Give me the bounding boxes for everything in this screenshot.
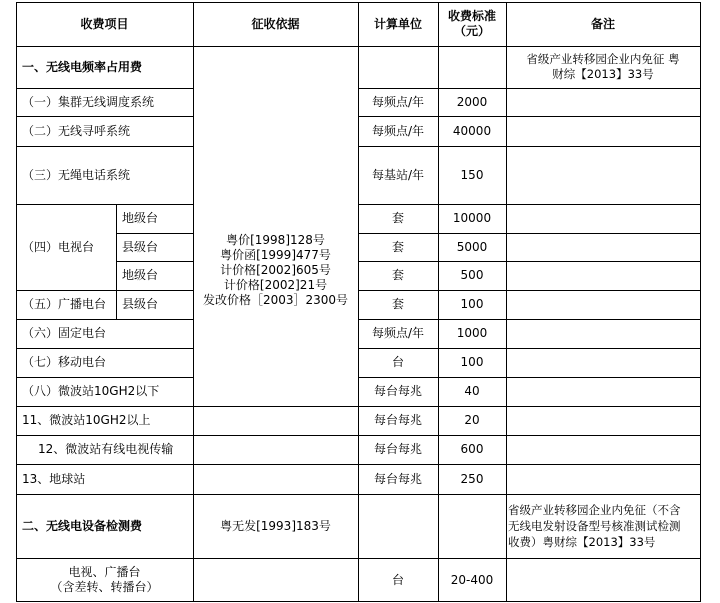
group-label-radio: （五）广播电台 [22, 297, 107, 311]
grid-line [16, 88, 193, 89]
header-item: 收费项目 [80, 16, 129, 31]
grid-line [438, 2, 439, 602]
row-unit: 每基站/年 [371, 167, 425, 182]
row-item: 13、地球站 [22, 471, 86, 486]
row-item: （二）无线寻呼系统 [22, 123, 131, 138]
grid-line [16, 435, 701, 436]
grid-line [16, 464, 701, 465]
last-row-item [16, 558, 193, 602]
row-unit: 套 [391, 268, 404, 282]
basis-line: 计价格[2002]605号 [220, 262, 331, 277]
row-unit: 套 [391, 211, 404, 225]
grid-line [116, 233, 193, 234]
row-item: （一）集群无线调度系统 [22, 94, 155, 109]
basis-line: 粤价[1998]128号 [226, 232, 325, 247]
row-unit: 每频点/年 [371, 94, 425, 109]
last-row-unit: 台 [391, 572, 404, 587]
grid-line [358, 88, 701, 89]
section1-title: 一、无线电频率占用费 [22, 59, 143, 74]
row-unit: 套 [391, 297, 404, 311]
row-item: （八）微波站10GH2以下 [22, 384, 160, 398]
row-unit: 每频点/年 [371, 326, 425, 340]
grid-line [358, 348, 701, 349]
grid-line [193, 2, 194, 602]
row-value: 40000 [452, 123, 492, 138]
row-item: （六）固定电台 [22, 326, 107, 340]
grid-line [16, 406, 701, 407]
row-value: 1000 [456, 326, 488, 340]
grid-line [358, 204, 701, 205]
row-value: 5000 [456, 239, 488, 254]
grid-line [16, 558, 701, 559]
grid-line [358, 319, 701, 320]
header-remark: 备注 [590, 16, 615, 31]
section2-title: 二、无线电设备检测费 [22, 518, 143, 533]
row-value: 600 [460, 442, 484, 456]
basis-line: 发改价格［2003］2300号 [202, 292, 349, 307]
grid-line [16, 290, 193, 291]
row-unit: 每台每兆 [373, 384, 422, 398]
row-value: 40 [464, 384, 480, 398]
group-label-tv: （四）电视台 [22, 239, 95, 254]
grid-line [358, 2, 359, 602]
row-value: 2000 [456, 94, 488, 109]
row-item: 县级台 [122, 239, 159, 254]
row-unit: 套 [391, 239, 404, 254]
grid-line [506, 2, 507, 602]
row-value: 250 [460, 471, 484, 486]
grid-line [16, 2, 701, 3]
grid-line [16, 146, 193, 147]
header-standard [438, 2, 506, 46]
header-standard-line2: （元） [453, 24, 490, 38]
row-unit: 每台每兆 [373, 471, 422, 486]
basis-line: 粤价函[1999]477号 [220, 247, 331, 262]
grid-line [700, 2, 701, 602]
grid-line [16, 2, 17, 602]
last-row-item-line2: （含差转、转播台） [50, 580, 159, 594]
grid-line [358, 261, 701, 262]
row-item: 县级台 [122, 297, 159, 311]
grid-line [16, 319, 193, 320]
row-item: 11、微波站10GH2以上 [22, 413, 151, 427]
header-basis: 征收依据 [251, 16, 300, 31]
row-value: 150 [460, 167, 484, 182]
header-standard-line1: 收费标准 [447, 9, 496, 23]
grid-line [16, 204, 193, 205]
row-unit: 每台每兆 [373, 413, 422, 427]
row-item: 12、微波站有线电视传输 [38, 442, 174, 456]
header-unit: 计算单位 [373, 16, 422, 31]
grid-line [16, 494, 701, 495]
last-row-value: 20-400 [450, 572, 494, 587]
row-item: 地级台 [122, 268, 159, 282]
last-row-item-line1: 电视、广播台 [68, 565, 141, 579]
grid-line [16, 377, 193, 378]
section1-remark: 省级产业转移园企业内免征 粤 财综【2013】33号 [526, 52, 680, 81]
grid-line [16, 601, 701, 602]
grid-line [358, 290, 701, 291]
section2-remark: 省级产业转移园企业内免征（不含 无线电发射设备型号核准测试检测 收费）粤财综【2013】33号 [508, 503, 681, 549]
row-value: 20 [464, 413, 480, 427]
row-item: 地级台 [122, 211, 159, 225]
row-value: 500 [460, 268, 484, 282]
grid-line [358, 146, 701, 147]
row-unit: 每台每兆 [373, 442, 422, 456]
grid-line [358, 233, 701, 234]
grid-line [16, 46, 701, 47]
row-item: （三）无绳电话系统 [22, 167, 131, 182]
row-value: 10000 [452, 211, 492, 225]
row-unit: 台 [391, 355, 404, 369]
grid-line [116, 261, 193, 262]
grid-line [358, 116, 701, 117]
row-unit: 每频点/年 [371, 123, 425, 138]
row-item: （七）移动电台 [22, 355, 107, 369]
grid-line [358, 377, 701, 378]
row-value: 100 [460, 297, 484, 311]
section2-basis: 粤无发[1993]183号 [220, 518, 331, 533]
grid-line [16, 348, 193, 349]
row-value: 100 [460, 355, 484, 369]
grid-line [16, 116, 193, 117]
section1-basis [193, 46, 358, 494]
basis-line: 计价格[2002]21号 [223, 277, 328, 292]
